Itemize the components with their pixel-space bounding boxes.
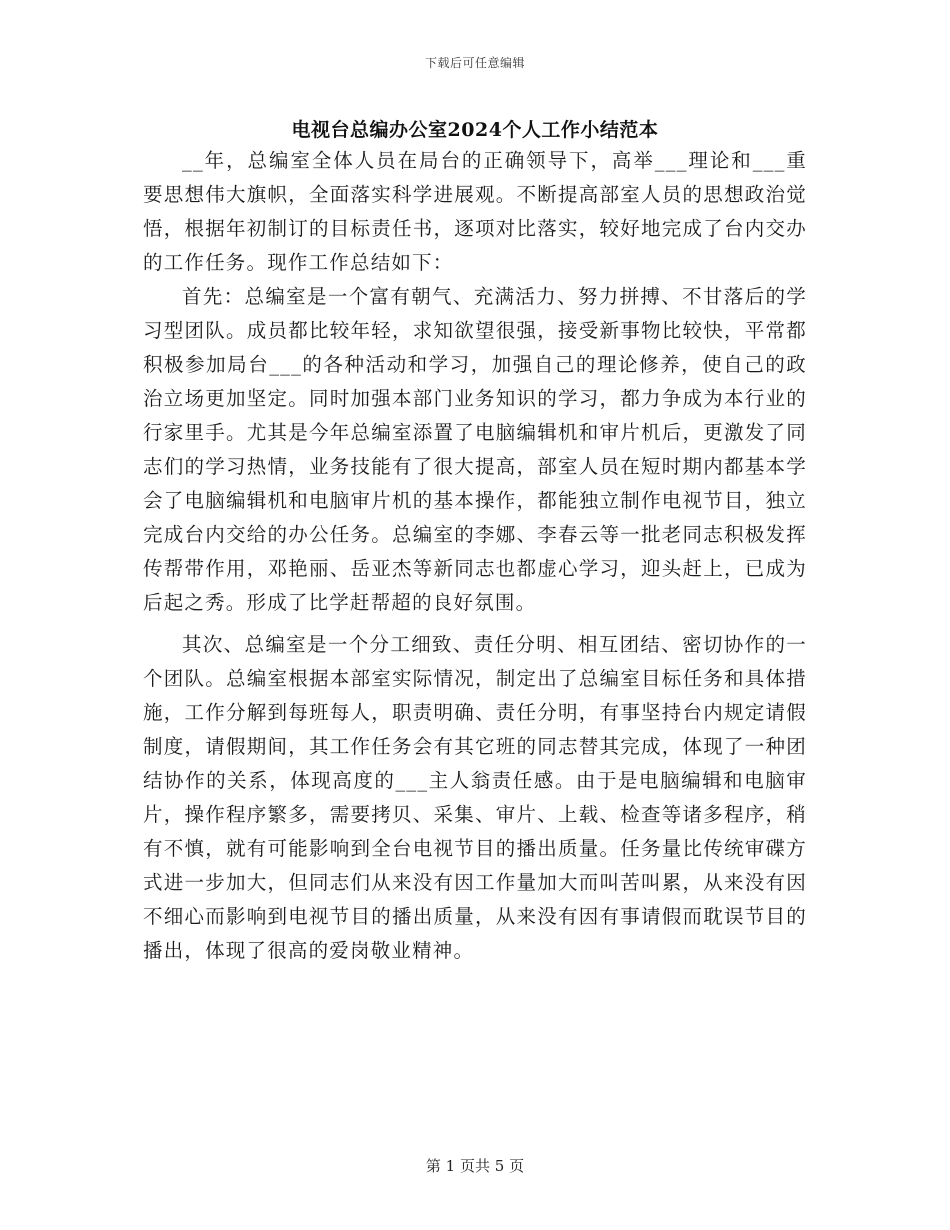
document-title: 电视台总编办公室2024个人工作小结范本 <box>291 119 659 141</box>
document-body <box>143 144 807 968</box>
paragraph-second: 其次、总编室是一个分工细致、责任分明、相互团结、密切协作的一个团队。总编室根据本部室实际情况，制定出了总编室目标任务和具体措施，工作分解到每班每人，职责明确、责任分明，有事坚持台内规定请假制度，请假期间，其工作任务会有其它班的同志替其完成，体现了一种团结协作的关系，体现高度的___主人翁责任感。由于是电脑编辑和电脑审片，操作程序繁多，需要拷贝、采集、审片、上载、检查等诸多程序，稍有不慎，就有可能影响到全台电视节目的播出质量。任务量比传统审碟方式进一步加大，但同志们从来没有因工作量加大而叫苦叫累，从来没有因不细心而影响到电视节目的播出质量，从来没有因有事请假而耽误节目的播出，体现了很高的爱岗敬业精神。 <box>143 633 807 962</box>
page-header-note: 下载后可任意编辑 <box>424 56 525 70</box>
page-number: 第 1 页共 5 页 <box>425 1157 525 1175</box>
paragraph-intro: __年，总编室全体人员在局台的正确领导下，高举___理论和___重要思想伟大旗帜，全面落实科学进展观。不断提高部室人员的思想政治觉悟，根据年初制订的目标责任书，逐项对比落实，较好地完成了台内交办的工作任务。现作工作总结如下： <box>143 149 807 274</box>
paragraph-first: 首先：总编室是一个富有朝气、充满活力、努力拼搏、不甘落后的学习型团队。成员都比较年轻，求知欲望很强，接受新事物比较快，平常都积极参加局台___的各种活动和学习，加强自己的理论修养，使自己的政治立场更加坚定。同时加强本部门业务知识的学习，都力争成为本行业的行家里手。尤其是今年总编室添置了电脑编辑机和审片机后，更激发了同志们的学习热情，业务技能有了很大提高，部室人员在短时期内都基本学会了电脑编辑机和电脑审片机的基本操作，都能独立制作电视节目，独立完成台内交给的办公任务。总编室的李娜、李春云等一批老同志积极发挥传帮带作用，邓艳丽、岳亚杰等新同志也都虚心学习，迎头赶上，已成为后起之秀。形成了比学赶帮超的良好氛围。 <box>143 285 807 614</box>
